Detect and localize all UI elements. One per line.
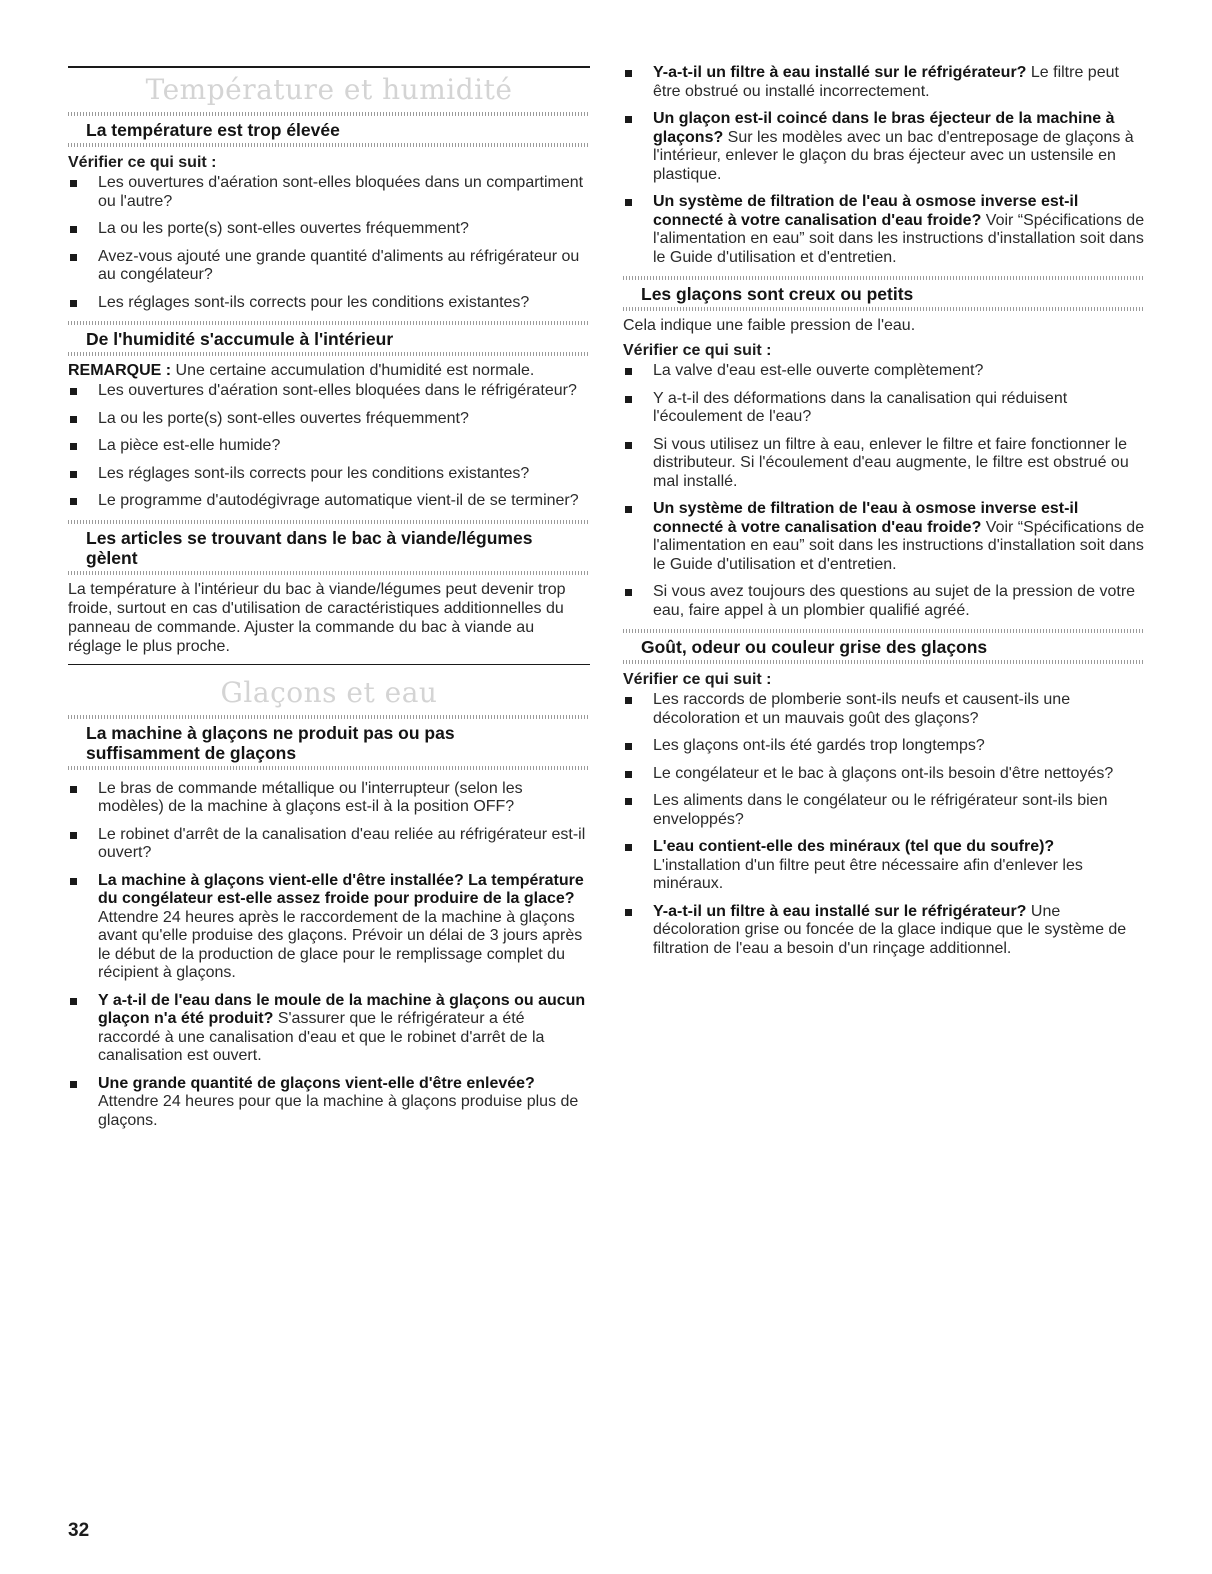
item-answer: Sur les modèles avec un bac d'entreposage de glaçons à l'intérieur, enlever le glaçon du bras éjecteur avec un ustensile en plastique. <box>653 128 1134 183</box>
item-answer: Attendre 24 heures après le raccordement de la machine à glaçons avant qu'elle produise des glaçons. Prévoir un délai de 3 jours après le début de la production de glace pour le remplissage complet du récipient à glaçons. <box>98 908 583 981</box>
taste-list <box>623 691 1145 958</box>
item-question: La machine à glaçons vient-elle d'être installée? La température du congélateur est-elle assez froide pour produire de la glace? <box>98 871 584 907</box>
list-item: Le robinet d'arrêt de la canalisation d'eau reliée au réfrigérateur est-il ouvert? <box>68 826 590 863</box>
list-item: Les raccords de plomberie sont-ils neufs et causent-ils une décoloration et un mauvais goût des glaçons? <box>623 691 1145 728</box>
heading-temp-high: La température est trop élevée <box>86 120 340 140</box>
list-item: Les réglages sont-ils corrects pour les conditions existantes? <box>68 465 590 484</box>
list-item: Si vous avez toujours des questions au sujet de la pression de votre eau, faire appel à un plombier qualifié agréé. <box>623 583 1145 620</box>
item-answer: S'assurer que le réfrigérateur a été raccordé à une canalisation d'eau et que le robinet d'arrêt de la canalisation est ouvert. <box>98 1010 545 1064</box>
humidity-note <box>68 361 590 380</box>
list-item: La ou les porte(s) sont-elles ouvertes fréquemment? <box>68 410 590 429</box>
list-item: Avez-vous ajouté une grande quantité d'aliments au réfrigérateur ou au congélateur? <box>68 248 590 285</box>
list-item <box>68 872 590 983</box>
item-question: Un système de filtration de l'eau à osmose inverse est-il connecté à votre canalisation d'eau froide? <box>653 500 1079 536</box>
list-item: Les réglages sont-ils corrects pour les conditions existantes? <box>68 294 590 313</box>
divider <box>623 307 1145 311</box>
list-item: Le bras de commande métallique ou l'interrupteur (selon les modèles) de la machine à glaçons est-il à la position OFF? <box>68 780 590 817</box>
heading-taste: Goût, odeur ou couleur grise des glaçons <box>641 637 988 657</box>
divider <box>68 766 590 770</box>
left-column <box>68 0 590 1139</box>
verify-label: Vérifier ce qui suit : <box>623 671 772 688</box>
list-item <box>68 992 590 1066</box>
verify-label: Vérifier ce qui suit : <box>623 342 772 359</box>
continued-list <box>623 64 1145 267</box>
list-item <box>68 1075 590 1131</box>
note-text: Une certaine accumulation d'humidité est normale. <box>171 362 535 379</box>
item-question: Une grande quantité de glaçons vient-elle d'être enlevée? <box>98 1074 535 1092</box>
page-number: 32 <box>68 1520 90 1541</box>
right-column <box>623 0 1145 967</box>
list-item <box>623 64 1145 101</box>
item-answer: Voir “Spécifications de l'alimentation en eau” soit dans les instructions d'installation soit dans le Guide d'utilisation et d'entretien. <box>653 211 1145 266</box>
hollow-intro: Cela indique une faible pression de l'eau. <box>623 317 916 334</box>
freeze-text: La température à l'intérieur du bac à viande/légumes peut devenir trop froide, surtout en cas d'utilisation de caractéristiques additionnelles du panneau de commande. Ajuster la commande du bac à viande au réglage le plus proche. <box>68 580 566 655</box>
item-question: L'eau contient-elle des minéraux (tel que du soufre)? <box>653 838 1055 855</box>
list-item <box>623 903 1145 959</box>
heading-hollow: Les glaçons sont creux ou petits <box>641 284 914 304</box>
list-item <box>623 500 1145 574</box>
list-item: La ou les porte(s) sont-elles ouvertes fréquemment? <box>68 220 590 239</box>
item-question: Y-a-t-il un filtre à eau installé sur le réfrigérateur? <box>653 902 1027 920</box>
humidity-list <box>68 382 590 511</box>
note-label: REMARQUE : <box>68 362 172 379</box>
divider <box>623 660 1145 664</box>
list-item: Les ouvertures d'aération sont-elles bloquées dans un compartiment ou l'autre? <box>68 174 590 211</box>
list-item: Le programme d'autodégivrage automatique vient-il de se terminer? <box>68 492 590 511</box>
item-answer: Attendre 24 heures pour que la machine à glaçons produise plus de glaçons. <box>98 1093 579 1129</box>
list-item <box>623 838 1145 894</box>
divider <box>68 571 590 575</box>
heading-humidity: De l'humidité s'accumule à l'intérieur <box>86 329 394 349</box>
list-item: Les ouvertures d'aération sont-elles bloquées dans le réfrigérateur? <box>68 382 590 401</box>
item-question: Y a-t-il de l'eau dans le moule de la machine à glaçons ou aucun glaçon n'a été produit? <box>98 991 586 1027</box>
heading-freeze: Les articles se trouvant dans le bac à viande/légumes gèlent <box>86 527 533 568</box>
section-title-temperature: Température et humidité <box>145 73 513 106</box>
list-item: La valve d'eau est-elle ouverte complètement? <box>623 362 1145 381</box>
list-item: Les glaçons ont-ils été gardés trop longtemps? <box>623 737 1145 756</box>
item-answer: Le filtre peut être obstrué ou installé incorrectement. <box>653 64 1119 100</box>
item-answer: L'installation d'un filtre peut être nécessaire afin d'enlever les minéraux. <box>653 856 1083 892</box>
heading-ice-maker: La machine à glaçons ne produit pas ou pas suffisamment de glaçons <box>86 722 455 763</box>
list-item: La pièce est-elle humide? <box>68 437 590 456</box>
hollow-list <box>623 362 1145 620</box>
ice-maker-list <box>68 780 590 1131</box>
verify-label: Vérifier ce qui suit : <box>68 154 217 171</box>
temp-high-list <box>68 174 590 312</box>
divider <box>68 352 590 356</box>
list-item: Le congélateur et le bac à glaçons ont-ils besoin d'être nettoyés? <box>623 765 1145 784</box>
section-top-rule <box>68 664 590 665</box>
item-answer: Voir “Spécifications de l'alimentation en eau” soit dans les instructions d'installation soit dans le Guide d'utilisation et d'entretien. <box>653 518 1145 573</box>
list-item: Y a-t-il des déformations dans la canalisation qui réduisent l'écoulement de l'eau? <box>623 390 1145 427</box>
list-item: Si vous utilisez un filtre à eau, enlever le filtre et faire fonctionner le distributeur. Si l'écoulement d'eau augmente, le filtre est obstrué ou mal installé. <box>623 436 1145 492</box>
item-question: Un système de filtration de l'eau à osmose inverse est-il connecté à votre canalisation d'eau froide? <box>653 193 1079 229</box>
divider <box>68 143 590 147</box>
list-item <box>623 193 1145 267</box>
item-question: Un glaçon est-il coincé dans le bras éjecteur de la machine à glaçons? <box>653 110 1115 146</box>
item-answer: Une décoloration grise ou foncée de la glace indique que le système de filtration de l'eau a besoin d'un rinçage additionnel. <box>653 902 1127 957</box>
list-item <box>623 110 1145 184</box>
list-item: Les aliments dans le congélateur ou le réfrigérateur sont-ils bien enveloppés? <box>623 792 1145 829</box>
section-title-ice: Glaçons et eau <box>220 675 438 709</box>
item-question: Y-a-t-il un filtre à eau installé sur le réfrigérateur? <box>653 64 1027 81</box>
